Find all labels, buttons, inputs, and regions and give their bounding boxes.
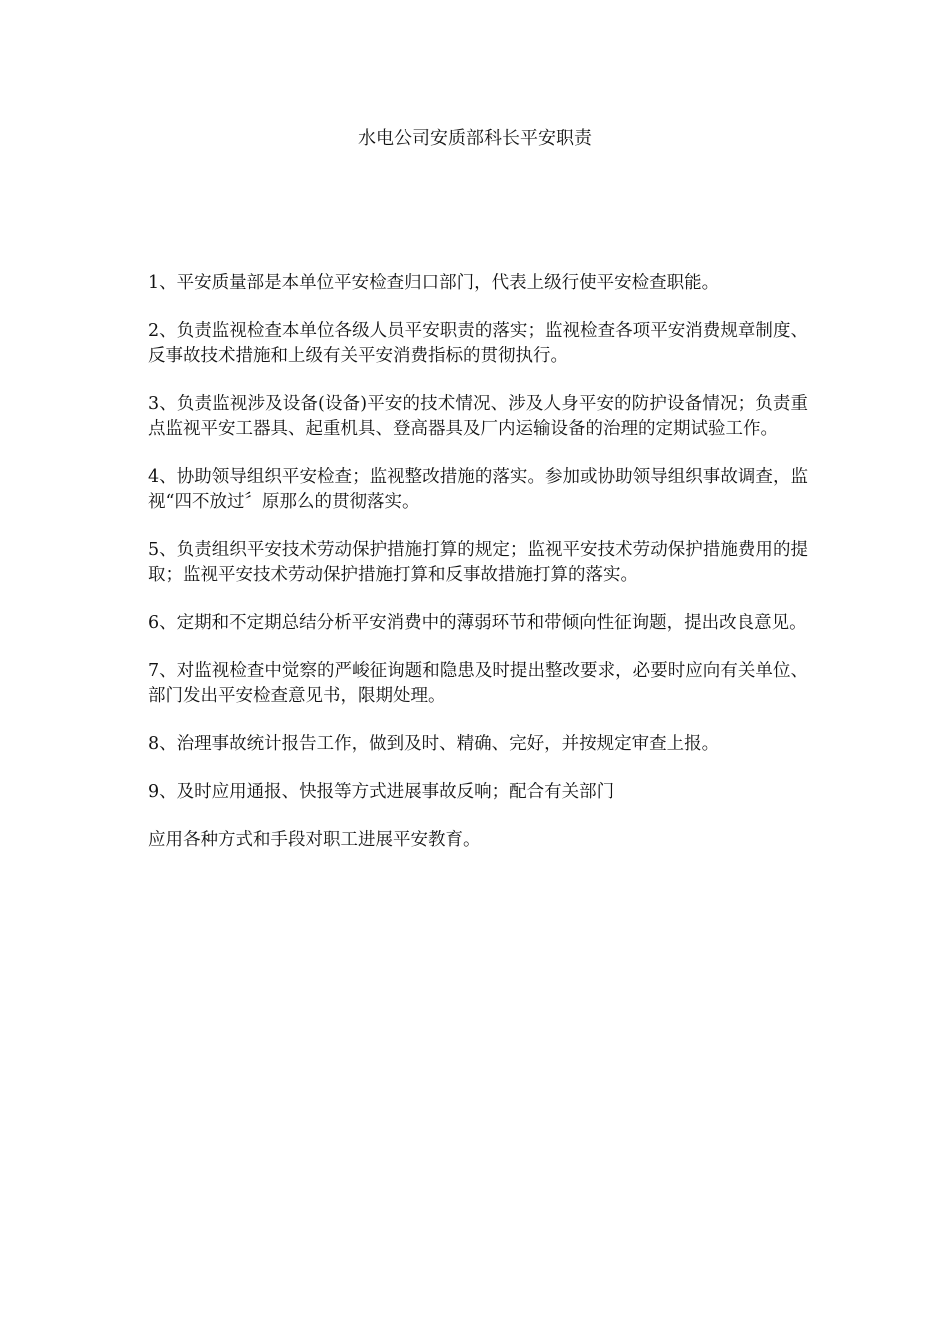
document-body: [148, 271, 808, 876]
paragraph-3: 3、负责监视涉及设备(设备)平安的技术情况、涉及人身平安的防护设备情况；负责重点监视平安工器具、起重机具、登高器具及厂内运输设备的治理的定期试验工作。: [148, 394, 808, 439]
document-title: 水电公司安质部科长平安职责: [358, 128, 592, 149]
paragraph-4: 4、协助领导组织平安检查；监视整改措施的落实。参加或协助领导组织事故调查，监视“四不放过〞原那么的贯彻落实。: [148, 467, 808, 512]
paragraph-9: 9、及时应用通报、快报等方式进展事故反响；配合有关部门: [148, 782, 615, 802]
paragraph-8: 8、治理事故统计报告工作，做到及时、精确、完好，并按规定审查上报。: [148, 734, 720, 754]
paragraph-2: 2、负责监视检查本单位各级人员平安职责的落实；监视检查各项平安消费规章制度、反事故技术措施和上级有关平安消费指标的贯彻执行。: [148, 321, 808, 366]
paragraph-10: 应用各种方式和手段对职工进展平安教育。: [148, 830, 481, 850]
paragraph-1: 1、平安质量部是本单位平安检查归口部门，代表上级行使平安检查职能。: [148, 273, 720, 293]
paragraph-6: 6、定期和不定期总结分析平安消费中的薄弱环节和带倾向性征询题，提出改良意见。: [148, 613, 807, 633]
paragraph-7: 7、对监视检查中觉察的严峻征询题和隐患及时提出整改要求，必要时应向有关单位、部门发出平安检查意见书，限期处理。: [148, 661, 808, 706]
paragraph-5: 5、负责组织平安技术劳动保护措施打算的规定；监视平安技术劳动保护措施费用的提取；监视平安技术劳动保护措施打算和反事故措施打算的落实。: [148, 540, 808, 585]
